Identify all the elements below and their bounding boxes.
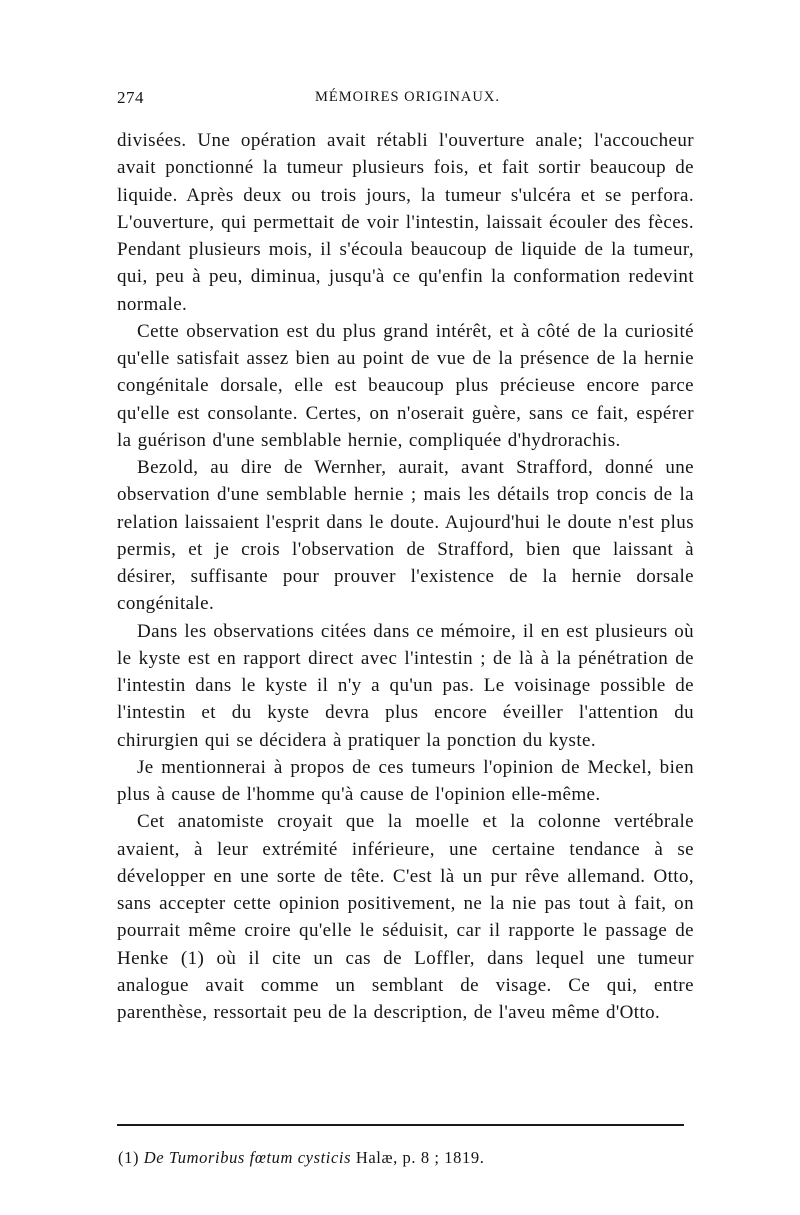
footnote-citation: Halæ, p. 8 ; 1819.	[355, 1148, 485, 1167]
body-text	[117, 127, 694, 1026]
paragraph: Je mentionnerai à propos de ces tumeurs l'opinion de Meckel, bien plus à cause de l'homme qu'à cause de l'opinion elle-même.	[117, 756, 694, 805]
paragraph-continuation: divisées. Une opération avait rétabli l'ouverture anale; l'accoucheur avait ponctionné la tumeur plusieurs fois, et fait sortir beaucoup de liquide. Après deux ou trois jours, la tumeur s'ulcéra et se perfora. L'ouverture, qui permettait de voir l'intestin, laissait écouler des fèces. Pendant plusieurs mois, il s'écoula beaucoup de liquide de la tumeur, qui, peu à peu, diminua, jusqu'à ce qu'enfin la conformation redevint normale.	[117, 130, 694, 315]
footnote-divider	[117, 1124, 684, 1126]
page-number: 274	[117, 88, 144, 107]
footnote	[118, 1148, 695, 1168]
page-header	[117, 88, 694, 114]
paragraph: Bezold, au dire de Wernher, aurait, avant Strafford, donné une observation d'une semblable hernie ; mais les détails trop concis de la relation laissaient l'esprit dans le doute. Aujourd'hui le doute n'est plus permis, et je crois l'observation de Strafford, bien que laissant à désirer, suffisante pour prouver l'existence de la hernie dorsale congénitale.	[117, 457, 694, 615]
footnote-marker: (1)	[118, 1148, 140, 1167]
paragraph: Dans les observations citées dans ce mémoire, il en est plusieurs où le kyste est en rapport direct avec l'intestin ; de là à la pénétration de l'intestin dans le kyste il n'y a qu'un pas. Le voisinage possible de l'intestin et du kyste devra plus encore éveiller l'attention du chirurgien qui se décidera à pratiquer la ponction du kyste.	[117, 620, 694, 751]
paragraph: Cette observation est du plus grand intérêt, et à côté de la curiosité qu'elle satisfait assez bien au point de vue de la présence de la hernie congénitale dorsale, elle est beaucoup plus précieuse encore parce qu'elle est consolante. Certes, on n'oserait guère, sans ce fait, espérer la guérison d'une semblable hernie, compliquée d'hydrorachis.	[117, 320, 694, 451]
paragraph: Cet anatomiste croyait que la moelle et la colonne vertébrale avaient, à leur extrémité inférieure, une certaine tendance à se développer en une sorte de tête. C'est là un pur rêve allemand. Otto, sans accepter cette opinion positivement, ne la nie pas tout à fait, on pourrait même croire qu'elle le séduisit, car il rapporte le passage de Henke (1) où il cite un cas de Loffler, dans lequel une tumeur analogue avait comme un semblant de visage. Ce qui, entre parenthèse, ressortait peu de la description, de l'aveu même d'Otto.	[117, 811, 694, 1023]
running-head: MÉMOIRES ORIGINAUX.	[315, 89, 500, 105]
footnote-title: De Tumoribus fœtum cysticis	[143, 1148, 352, 1167]
